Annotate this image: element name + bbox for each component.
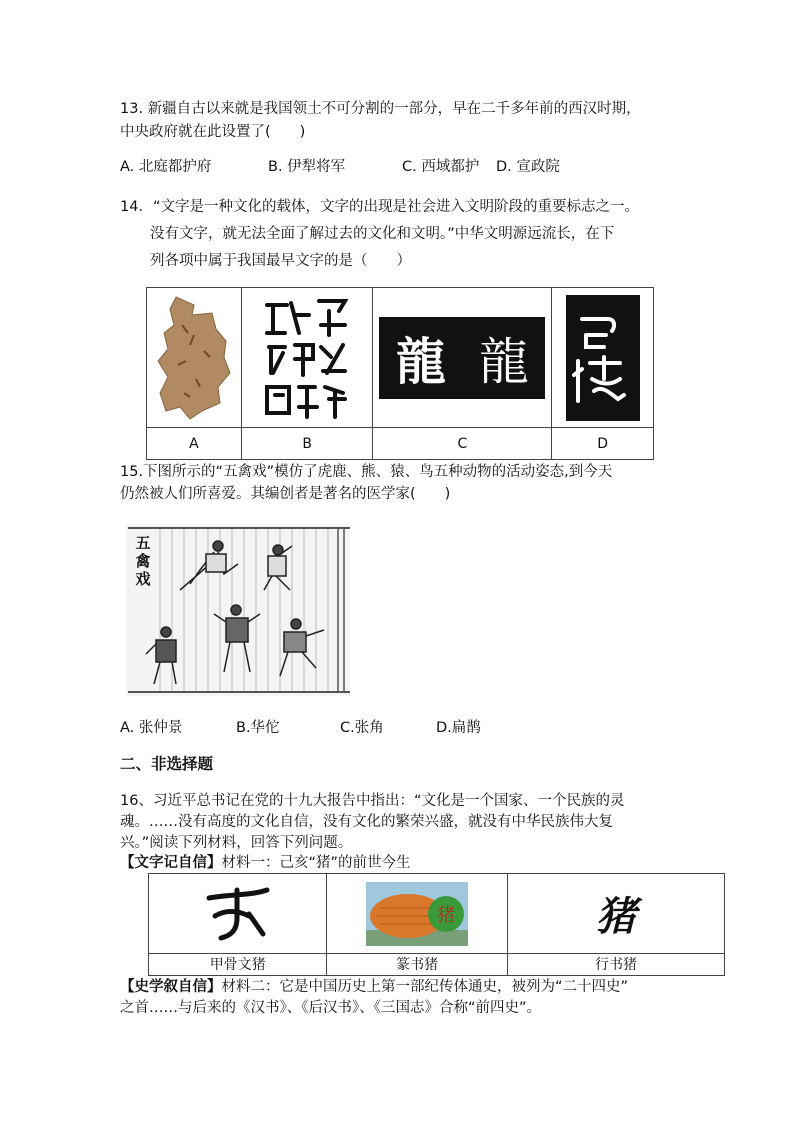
- q14-cell-c-image: [373, 288, 552, 428]
- wuqinxi-title-char-2: 禽: [135, 552, 151, 570]
- pig-characters-table: [148, 873, 725, 976]
- oracle-pig-glyph: [203, 884, 273, 944]
- oracle-pig-label: 甲骨文猪: [149, 954, 327, 976]
- material1-tag: 【文字记自信】: [120, 855, 222, 871]
- q14-cell-b-image: [241, 288, 373, 428]
- q14-text-line1: 14．“文字是一种文化的载体，文字的出现是社会进入文明阶段的重要标志之一。: [120, 199, 639, 215]
- q15-option-a: A. 张仲景: [120, 720, 183, 736]
- q13-option-a: A. 北庭都护府: [120, 159, 212, 175]
- wuqinxi-title-char-1: 五: [135, 534, 151, 552]
- seal-char-1: 龍: [395, 331, 446, 391]
- q14-text-line2: 没有文字，就无法全面了解过去的文化和文明。”中华文明源远流长，在下: [150, 226, 615, 242]
- q15-text-line2: 仍然被人们所喜爱。其编创者是著名的医学家( ): [120, 486, 451, 502]
- q14-image-table: [146, 287, 654, 460]
- q14-label-b: B: [241, 428, 373, 460]
- material2-text-line1: 材料二：它是中国历史上第一部纪传体通史，被列为“二十四史”: [221, 979, 629, 995]
- q16-material2-line1: [120, 977, 628, 997]
- cursive-script-image: [566, 295, 640, 421]
- section2-heading: 二、非选择题: [120, 755, 214, 773]
- q15-option-b: B.华佗: [236, 720, 280, 736]
- seal-pig-char: 猪: [437, 904, 456, 926]
- q14-label-d: D: [552, 428, 654, 460]
- q14-cell-a-image: [147, 288, 242, 428]
- q13-option-d: D. 宣政院: [496, 159, 560, 175]
- q16-text-line2: 魂。……没有高度的文化自信，没有文化的繁荣兴盛，就没有中华民族伟大复: [120, 814, 613, 830]
- oracle-pig-cell: [149, 874, 327, 954]
- seal-script-image: [379, 317, 545, 399]
- oracle-bone-fragment-image: [154, 295, 234, 421]
- q13-option-b: B. 伊犁将军: [268, 159, 346, 175]
- seal-pig-cell: [327, 874, 508, 954]
- wuqinxi-image: [126, 524, 350, 696]
- seal-pig-label: 篆书猪: [327, 954, 508, 976]
- q16-text-line3: 兴。”阅读下列材料，回答下列问题。: [120, 835, 353, 851]
- q16-material2-line2: 之首……与后来的《汉书》、《后汉书》、《三国志》合称“前四史”。: [120, 1000, 542, 1016]
- q14-label-a: A: [147, 428, 242, 460]
- wuqinxi-title-char-3: 戏: [135, 570, 151, 588]
- q13-text-line2: 中央政府就在此设置了( ): [120, 124, 306, 140]
- material1-title: 材料一：己亥“猪”的前世今生: [221, 855, 411, 871]
- q13-text-line1: 13. 新疆自古以来就是我国领土不可分割的一部分，早在二千多年前的西汉时期，: [120, 101, 641, 117]
- q15-option-d: D.扁鹊: [436, 720, 481, 736]
- q14-label-c: C: [373, 428, 552, 460]
- running-pig-char: 猪: [595, 893, 636, 940]
- q15-option-c: C.张角: [340, 720, 384, 736]
- material2-tag: 【史学叙自信】: [120, 979, 222, 995]
- wuqinxi-illustration: [126, 524, 350, 696]
- q14-text-line3: 列各项中属于我国最早文字的是（ ）: [150, 253, 411, 269]
- seal-pig-photo: [366, 882, 468, 946]
- q15-text-line1: 15.下图所示的“五禽戏”模仿了虎鹿、熊、猿、鸟五种动物的活动姿态,到今天: [120, 464, 613, 480]
- q16-material1-line: [120, 853, 411, 873]
- running-pig-cell: [507, 874, 724, 954]
- q13-option-c: C. 西域都护: [402, 159, 480, 175]
- running-pig-label: 行书猪: [507, 954, 724, 976]
- seal-char-2: 龍: [478, 332, 529, 391]
- bronze-inscription-image: [259, 295, 355, 421]
- q16-text-line1: 16、习近平总书记在党的十九大报告中指出：“文化是一个国家、一个民族的灵: [120, 793, 625, 809]
- q14-cell-d-image: [552, 288, 654, 428]
